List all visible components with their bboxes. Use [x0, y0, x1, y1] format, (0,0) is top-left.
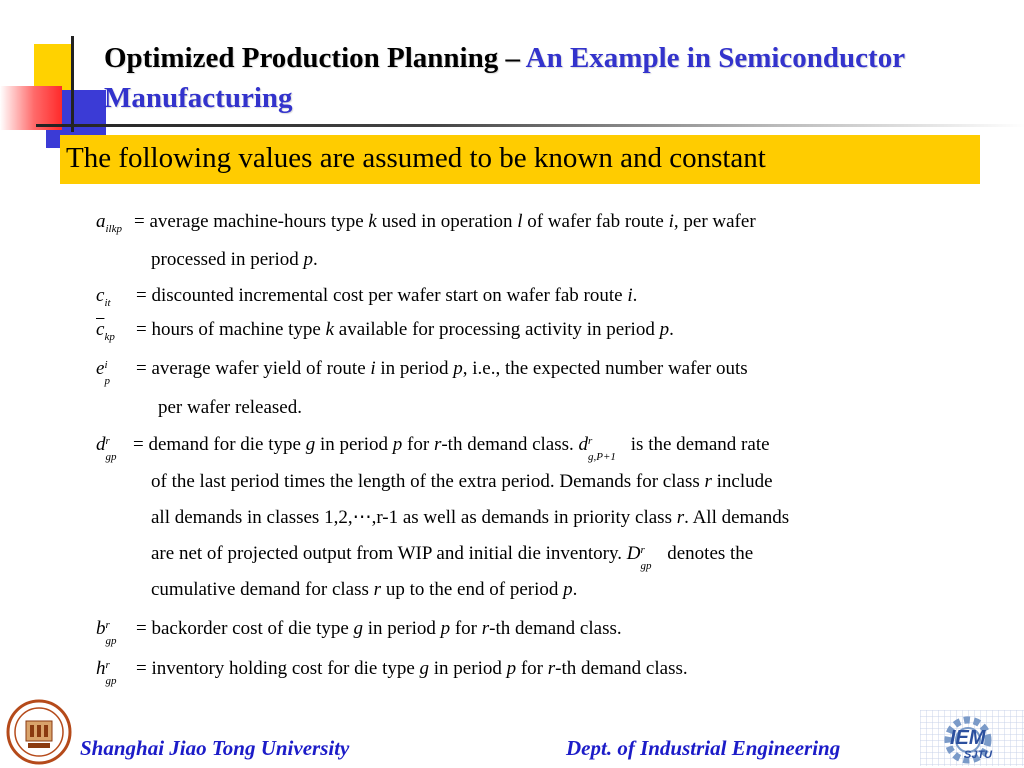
- definition-h: = inventory holding cost for die type g in period p for r-th demand class.: [136, 658, 688, 679]
- definition-a-line1: = average machine-hours type k used in operation l of wafer fab route i, per wafer: [134, 211, 756, 232]
- definition-d-line3: all demands in classes 1,2,⋯,r-1 as well as demands in priority class r. All demands: [151, 507, 790, 528]
- symbol-c-it: $c_{it}$: [96, 285, 111, 309]
- banner-text: The following values are assumed to be known and constant: [66, 142, 766, 174]
- definition-cbar: = hours of machine type k available for processing activity in period p.: [136, 319, 674, 340]
- symbol-b-gp: b r gp: [96, 618, 117, 647]
- definition-a-line2: processed in period p.: [151, 249, 318, 270]
- symbol-h-gp: h r gp: [96, 658, 117, 687]
- definition-b: = backorder cost of die type g in period p for r-th demand class.: [136, 618, 622, 639]
- symbol-cbar-kp: $\overline{c}_{kp}$: [96, 319, 115, 343]
- definition-d-line2: of the last period times the length of the extra period. Demands for class r include: [151, 471, 773, 492]
- iem-logo-subtext: SJTU: [964, 749, 993, 761]
- footer-department: Dept. of Industrial Engineering: [566, 736, 841, 760]
- definition-d-line1: = demand for die type g in period p for r-th demand class. d r g,P+1 is the demand rate: [133, 434, 770, 463]
- definition-e-line2: per wafer released.: [158, 397, 302, 418]
- title-highlight: An Example in Semiconductor Manufacturing: [104, 42, 905, 114]
- footer-university: Shanghai Jiao Tong University: [80, 736, 350, 760]
- definition-c: = discounted incremental cost per wafer start on wafer fab route i.: [136, 285, 638, 306]
- symbol-d-gp: d r gp: [96, 434, 117, 463]
- title-part1: Optimized Production Planning –: [104, 42, 526, 74]
- definition-d-line4: are net of projected output from WIP and initial die inventory. D r gp denotes the: [151, 543, 754, 572]
- sjtu-logo-icon: [6, 699, 72, 765]
- definition-e-line1: = average wafer yield of route i in period p, i.e., the expected number wafer outs: [136, 358, 748, 379]
- iem-logo-icon: [920, 710, 1024, 766]
- symbol-e-ip: e i p: [96, 358, 110, 387]
- definition-d-line5: cumulative demand for class r up to the end of period p.: [151, 579, 578, 600]
- symbol-a-ilkp: $a_{ilkp}$: [96, 211, 122, 235]
- iem-logo-text: IEM: [950, 727, 986, 749]
